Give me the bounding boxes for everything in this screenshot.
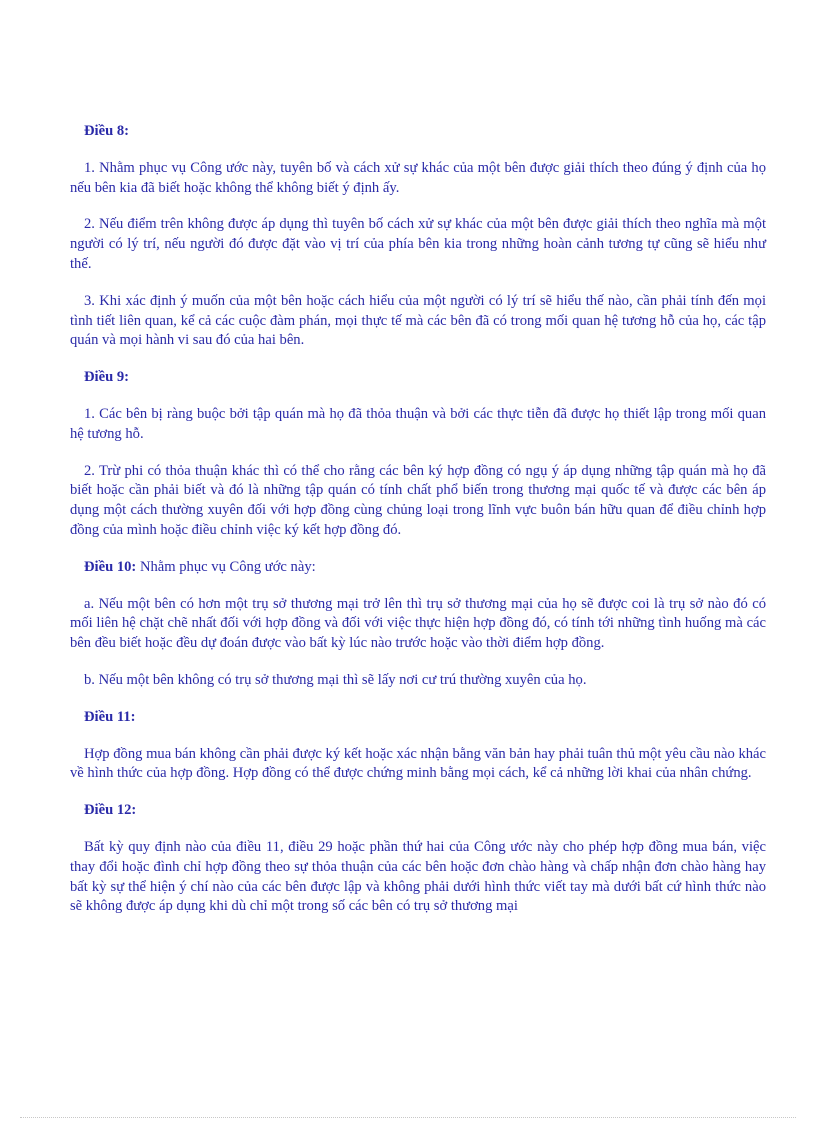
article-12-paragraph-1: Bất kỳ quy định nào của điều 11, điều 29 hoặc phần thứ hai của Công ước này cho phép hợp đồng mua bán, việc thay đổi hoặc đình chỉ hợp đồng theo sự thỏa thuận của các bên hoặc đơn chào hàng và chấp nhận đơn chào hàng hay bất kỳ sự thể hiện ý chí nào của các bên được lập và không phải dưới hình thức viết tay mà dưới bất cứ hình thức nào sẽ không được áp dụng khi dù chỉ một trong số các bên có trụ sở thương mại — [70, 838, 766, 915]
article-9-paragraph-2: 2. Trừ phi có thỏa thuận khác thì có thể cho rằng các bên ký hợp đồng có ngụ ý áp dụng những tập quán mà họ đã biết hoặc cần phải biết và đó là những tập quán có tính chất phổ biến trong thương mại quốc tế và được các bên áp dụng một cách thường xuyên đối với hợp đồng cùng chủng loại trong lĩnh vực buôn bán hữu quan để điều chỉnh hợp đồng của mình hoặc điều chỉnh việc ký kết hợp đồng đó. — [70, 462, 766, 538]
article-10-intro-text: Nhằm phục vụ Công ước này: — [136, 558, 316, 575]
article-12-heading: Điều 12: — [84, 802, 137, 819]
article-8-paragraph-2: 2. Nếu điểm trên không được áp dụng thì tuyên bố cách xử sự khác của một bên được giải thích theo nghĩa mà một người có lý trí, nếu người đó được đặt vào vị trí của phía bên kia trong những hoàn cảnh tương tự cũng sẽ hiểu như thế. — [70, 216, 766, 272]
article-9-paragraph-1: 1. Các bên bị ràng buộc bởi tập quán mà họ đã thỏa thuận và bởi các thực tiễn đã được họ thiết lập trong mối quan hệ tương hỗ. — [70, 405, 766, 442]
page-bottom-divider — [20, 1117, 796, 1118]
article-9-heading: Điều 9: — [84, 369, 129, 386]
article-10-paragraph-a: a. Nếu một bên có hơn một trụ sở thương mại trở lên thì trụ sở thương mại của họ sẽ được coi là trụ sở nào đó có mối liên hệ chặt chẽ nhất đối với hợp đồng và đối với việc thực hiện hợp đồng đó, có tính tới những tình huống mà các bên đều biết hoặc đều dự đoán được vào bất kỳ lúc nào trước hoặc vào thời điểm hợp đồng. — [70, 595, 766, 652]
article-10-paragraph-b: b. Nếu một bên không có trụ sở thương mại thì sẽ lấy nơi cư trú thường xuyên của họ. — [84, 671, 587, 688]
article-8-heading: Điều 8: — [84, 123, 129, 139]
article-8-paragraph-1: 1. Nhằm phục vụ Công ước này, tuyên bố và cách xử sự khác của một bên được giải thích theo đúng ý định của họ nếu bên kia đã biết hoặc không thể không biết ý định ấy. — [70, 159, 766, 196]
article-10-intro — [70, 558, 766, 578]
article-10-heading: Điều 10: — [84, 558, 137, 575]
article-8-paragraph-3: 3. Khi xác định ý muốn của một bên hoặc cách hiểu của một người có lý trí sẽ hiểu thế nào, cần phải tính đến mọi tình tiết liên quan, kể cả các cuộc đàm phán, mọi thực tế mà các bên đã có trong mối quan hệ tương hỗ của họ, các tập quán và mọi hành vi sau đó của hai bên. — [70, 292, 766, 349]
article-11-heading: Điều 11: — [84, 708, 136, 725]
document-page — [70, 122, 766, 934]
article-11-paragraph-1: Hợp đồng mua bán không cần phải được ký kết hoặc xác nhận bằng văn bản hay phải tuân thủ một yêu cầu nào khác về hình thức của hợp đồng. Hợp đồng có thể được chứng minh bằng mọi cách, kể cả những lời khai của nhân chứng. — [70, 745, 766, 782]
